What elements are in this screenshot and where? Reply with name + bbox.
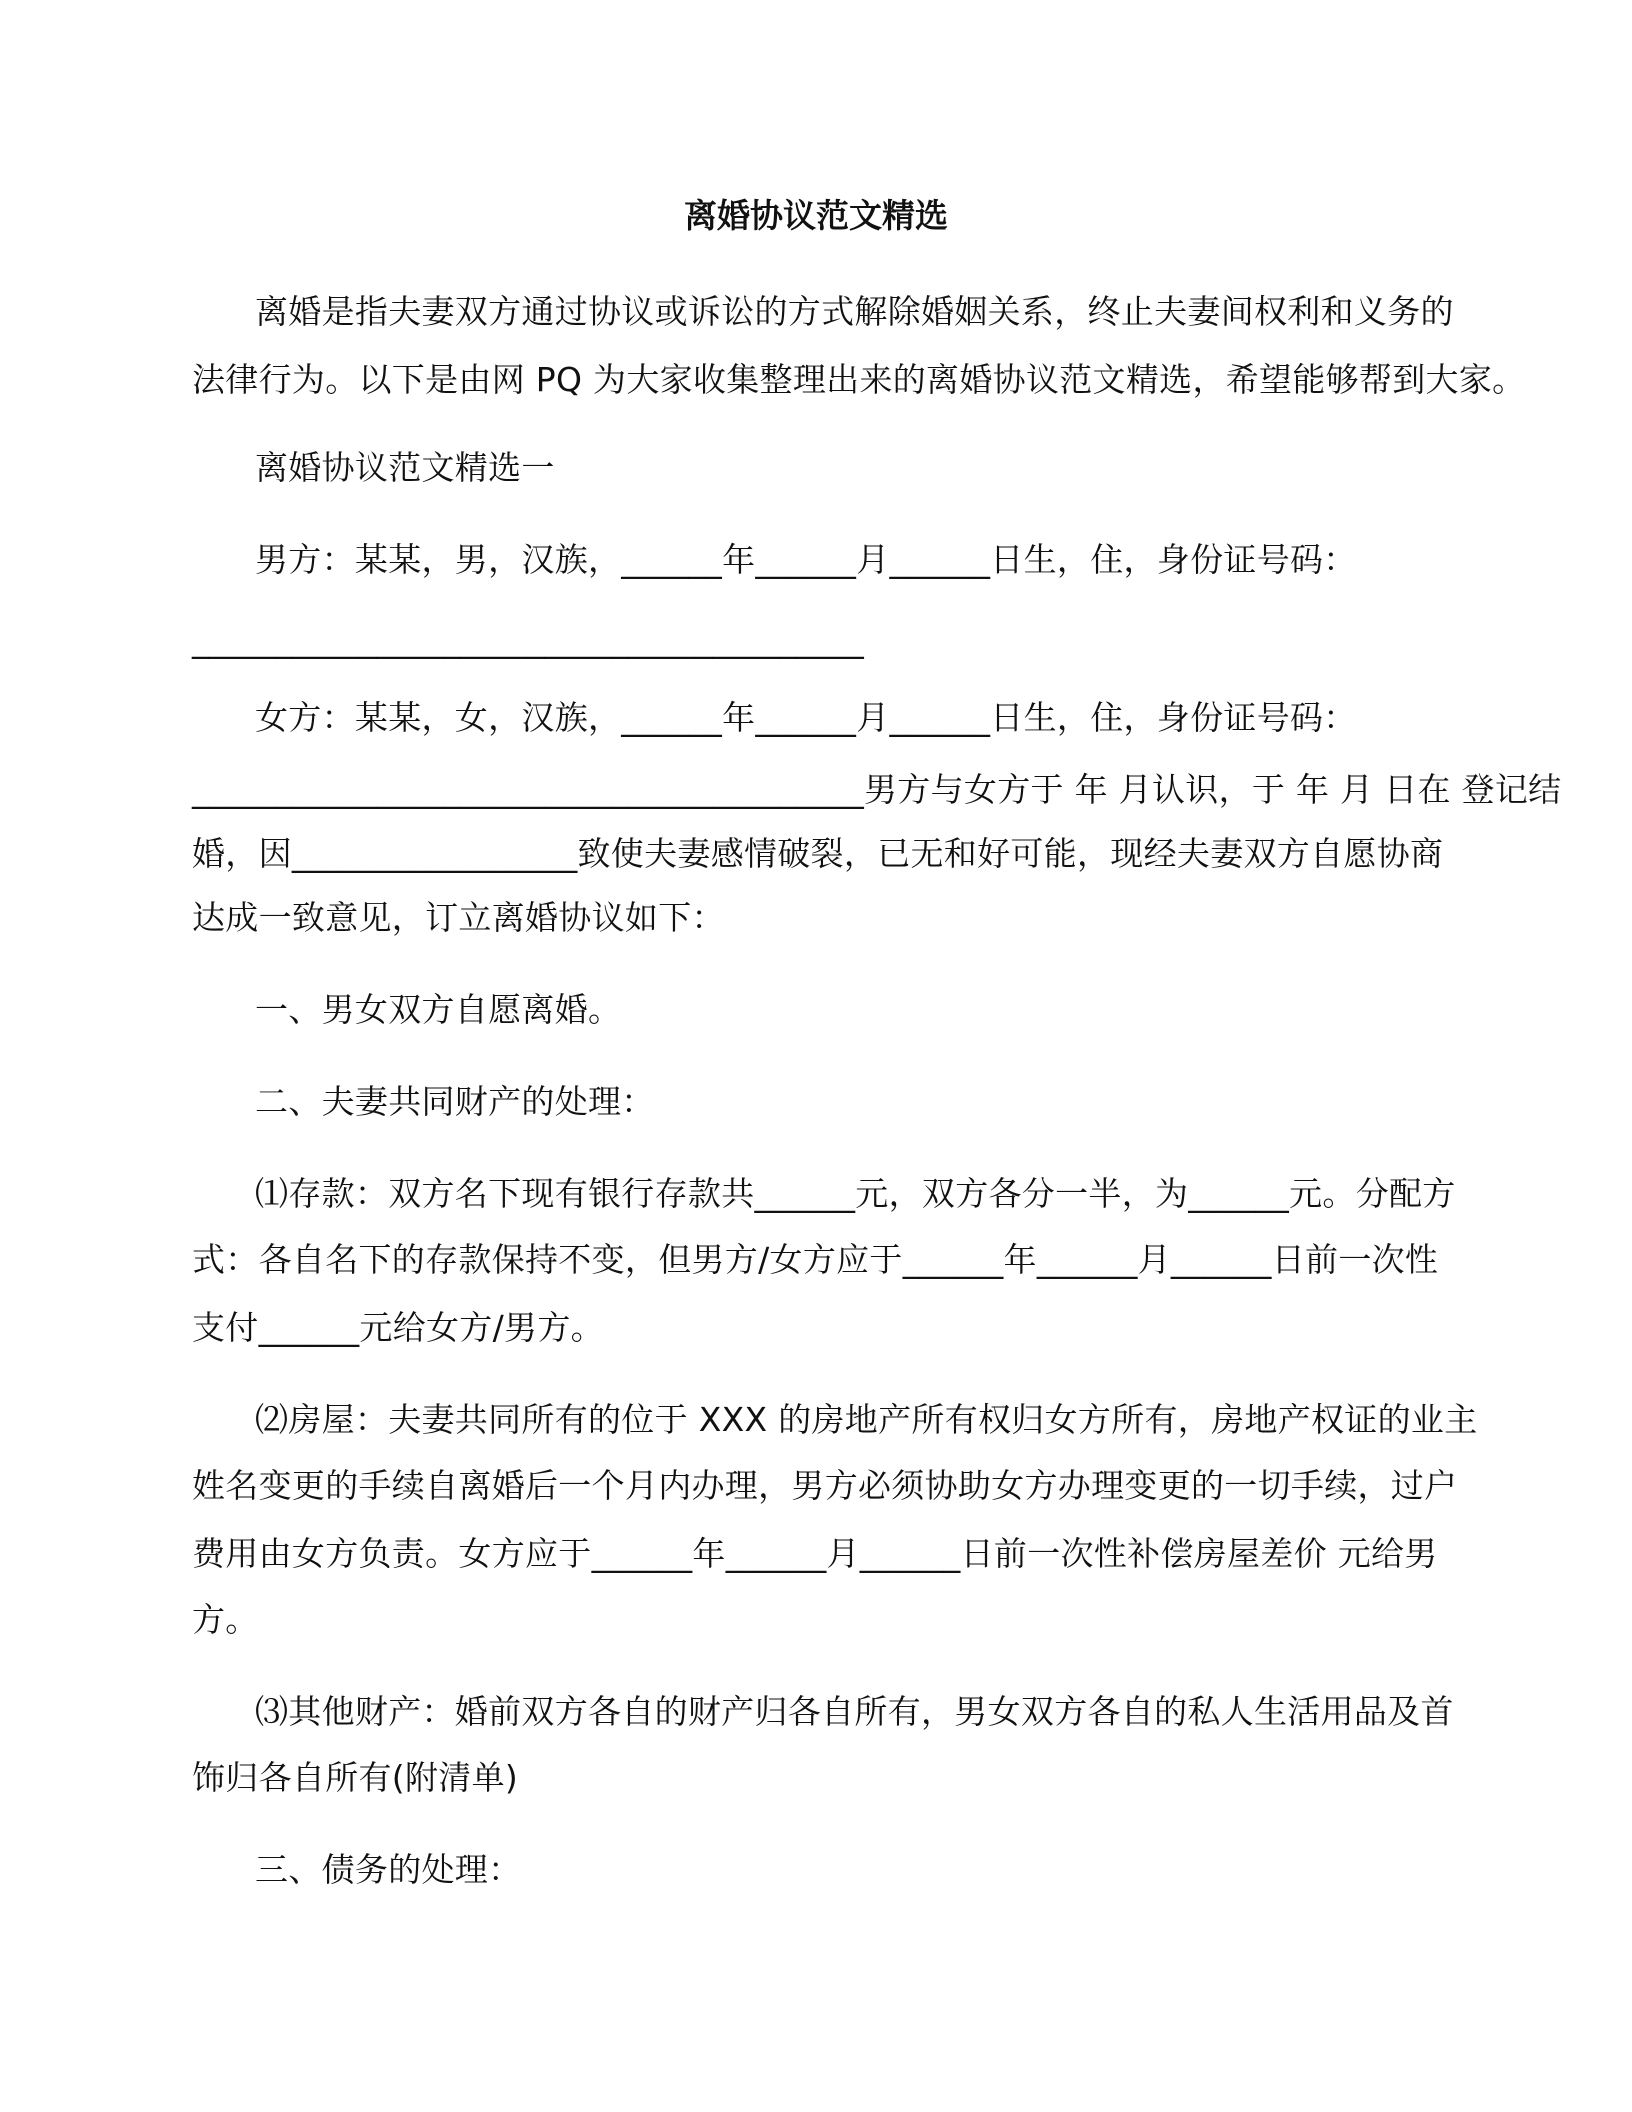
clause-two-heading: 二、夫妻共同财产的处理： — [255, 1082, 655, 1121]
clause-three-heading: 三、债务的处理： — [255, 1850, 522, 1889]
house-line-1: ⑵房屋：夫妻共同所有的位于 XXX 的房地产所有权归女方所有，房地产权证的业主 — [255, 1400, 1478, 1439]
other-property-line-2: 饰归各自所有(附清单) — [192, 1758, 519, 1797]
clause-one: 一、男女双方自愿离婚。 — [255, 990, 622, 1029]
intro-line-2: 法律行为。以下是由网 PQ 为大家收集整理出来的离婚协议范文精选，希望能够帮到大家。 — [192, 360, 1526, 399]
other-property-line-1: ⑶其他财产：婚前双方各自的财产归各自所有，男女双方各自的私人生活用品及首 — [255, 1692, 1454, 1731]
female-party-line: 女方：某某，女，汉族，______年______月______日生，住，身份证号码： — [255, 698, 1357, 737]
section-heading-sample-one: 离婚协议范文精选一 — [255, 448, 555, 487]
male-party-line: 男方：某某，男，汉族，______年______月______日生，住，身份证号码： — [255, 540, 1357, 579]
marriage-reason-line: 婚，因_________________致使夫妻感情破裂，已无和好可能，现经夫妻双方自愿协商 — [192, 834, 1444, 873]
house-line-2: 姓名变更的手续自离婚后一个月内办理，男方必须协助女方办理变更的一切手续，过户 — [192, 1466, 1458, 1505]
deposit-line-2: 式：各自名下的存款保持不变，但男方/女方应于______年______月______日前一次性 — [192, 1240, 1439, 1279]
female-id-blank-line: ________________________________________男方与女方于 年 月认识，于 年 月 日在 登记结 — [192, 770, 1562, 809]
intro-line-1: 离婚是指夫妻双方通过协议或诉讼的方式解除婚姻关系，终止夫妻间权利和义务的 — [255, 292, 1454, 331]
house-line-4: 方。 — [192, 1600, 259, 1639]
deposit-line-3: 支付______元给女方/男方。 — [192, 1308, 604, 1347]
agreement-intro-line: 达成一致意见，订立离婚协议如下： — [192, 898, 725, 937]
document-title: 离婚协议范文精选 — [684, 196, 948, 235]
male-id-blank-line: ________________________________________ — [192, 620, 864, 659]
deposit-line-1: ⑴存款：双方名下现有银行存款共______元，双方各分一半，为______元。分配方 — [255, 1174, 1456, 1213]
house-line-3: 费用由女方负责。女方应于______年______月______日前一次性补偿房屋差价 元给男 — [192, 1534, 1438, 1573]
